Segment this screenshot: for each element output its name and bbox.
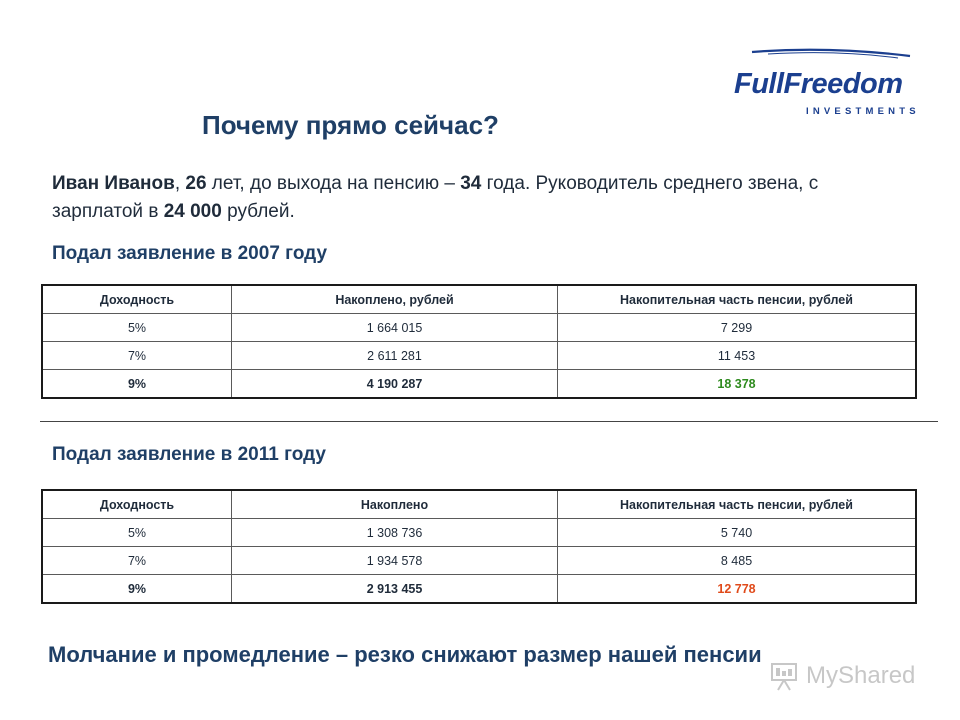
- cell-yield: 5%: [42, 314, 232, 342]
- logo-subtitle: INVESTMENTS: [806, 106, 920, 117]
- section-2011-heading: Подал заявление в 2011 году: [52, 444, 326, 465]
- person-name: Иван Иванов: [52, 173, 175, 194]
- cell-pension: 8 485: [558, 547, 917, 575]
- cell-pension: 7 299: [558, 314, 917, 342]
- section-divider: [40, 421, 938, 422]
- table-row: [42, 342, 916, 370]
- header-accumulated: Накоплено, рублей: [232, 285, 558, 314]
- watermark-text: MyShared: [806, 662, 916, 689]
- cell-pension-highlight: 18 378: [558, 370, 917, 399]
- table-row-highlight: [42, 575, 916, 604]
- intro-sep: ,: [174, 173, 186, 194]
- cell-accumulated: 2 913 455: [232, 575, 558, 604]
- table-2011: [41, 489, 917, 604]
- cell-pension: 11 453: [558, 342, 917, 370]
- intro-text-3: рублей.: [221, 201, 295, 222]
- intro-text-1: лет, до выхода на пенсию –: [206, 173, 461, 194]
- cell-accumulated: 4 190 287: [232, 370, 558, 399]
- header-yield: Доходность: [42, 490, 232, 519]
- page-title: Почему прямо сейчас?: [202, 110, 499, 140]
- table-row-highlight: [42, 370, 916, 399]
- cell-pension-highlight: 12 778: [558, 575, 917, 604]
- logo-wordmark: FullFreedom: [734, 68, 903, 100]
- table-header-row: [42, 490, 916, 519]
- salary-value: 24 000: [163, 201, 222, 222]
- person-age: 26: [185, 173, 207, 194]
- conclusion-text: Молчание и промедление – резко снижают размер нашей пенсии: [48, 642, 762, 667]
- cell-yield: 7%: [42, 342, 232, 370]
- myshared-watermark: [768, 660, 928, 694]
- intro-text-2: года. Руководитель среднего звена, с зарплатой в: [52, 173, 819, 222]
- header-yield: Доходность: [42, 285, 232, 314]
- header-accumulated: Накоплено: [232, 490, 558, 519]
- cell-yield: 7%: [42, 547, 232, 575]
- cell-accumulated: 1 664 015: [232, 314, 558, 342]
- cell-accumulated: 1 308 736: [232, 519, 558, 547]
- table-row: [42, 314, 916, 342]
- cell-yield: 9%: [42, 575, 232, 604]
- header-pension-part: Накопительная часть пенсии, рублей: [558, 285, 917, 314]
- table-row: [42, 519, 916, 547]
- cell-pension: 5 740: [558, 519, 917, 547]
- table-header-row: [42, 285, 916, 314]
- intro-paragraph: [52, 170, 872, 226]
- fullfreedom-logo: [728, 44, 928, 124]
- cell-accumulated: 1 934 578: [232, 547, 558, 575]
- table-row: [42, 547, 916, 575]
- table-2007: [41, 284, 917, 399]
- cell-yield: 9%: [42, 370, 232, 399]
- presentation-icon: [768, 660, 802, 692]
- years-to-retirement: 34: [460, 173, 482, 194]
- cell-accumulated: 2 611 281: [232, 342, 558, 370]
- section-2007-heading: Подал заявление в 2007 году: [52, 243, 328, 264]
- header-pension-part: Накопительная часть пенсии, рублей: [558, 490, 917, 519]
- cell-yield: 5%: [42, 519, 232, 547]
